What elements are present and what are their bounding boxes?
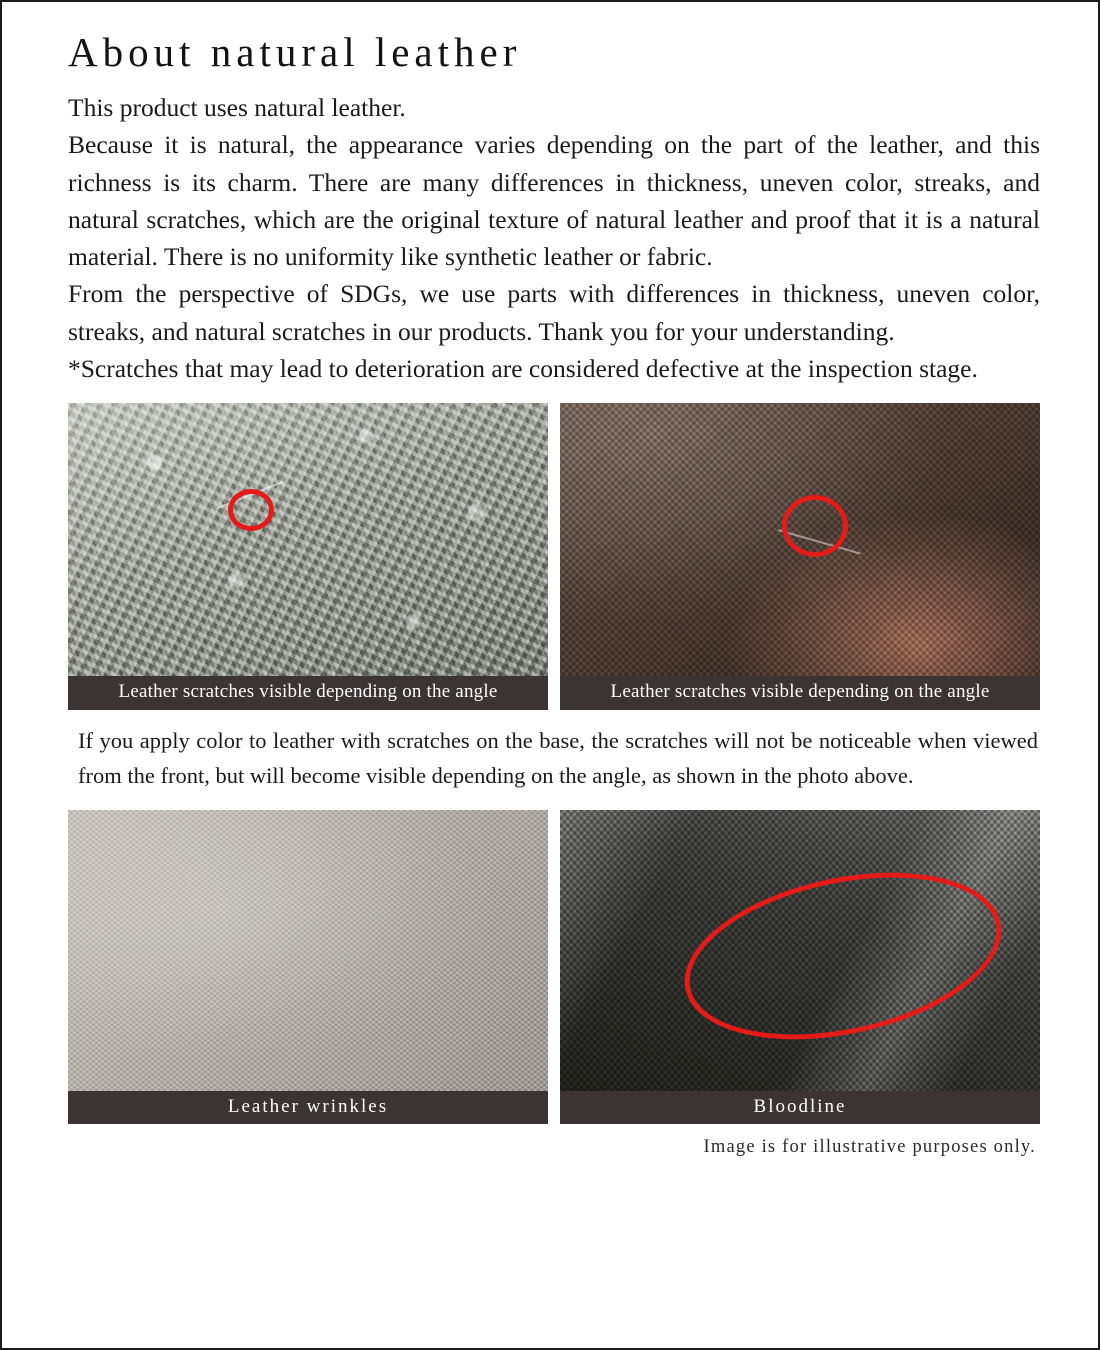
figure-caption: Leather scratches visible depending on the angle	[68, 676, 548, 710]
figure-row-scratches	[68, 403, 1040, 710]
page-title: About natural leather	[68, 29, 522, 75]
leather-photo-brown	[560, 403, 1040, 676]
figure-wrinkles	[68, 810, 548, 1125]
paragraph-3: From the perspective of SDGs, we use parts with differences in thickness, uneven color, streaks, and natural scratches in our products. Thank you for your understanding.	[68, 279, 1040, 346]
red-circle-annotation	[228, 489, 274, 531]
red-circle-annotation	[782, 495, 848, 557]
middle-note: If you apply color to leather with scratches on the base, the scratches will not be noticeable when viewed from the front, but will become visible depending on the angle, as shown in the photo above.	[78, 727, 1038, 788]
leather-texture-image	[68, 810, 548, 1091]
leather-photo-dark-glossy	[560, 810, 1040, 1091]
footnote-disclaimer: Image is for illustrative purposes only.	[703, 1137, 1036, 1158]
paragraph-1: This product uses natural leather.	[68, 93, 406, 123]
figure-caption: Bloodline	[560, 1091, 1040, 1125]
leather-texture-image	[68, 403, 548, 676]
paragraph-2: Because it is natural, the appearance varies depending on the part of the leather, and this richness is its charm. There are many differences in thickness, uneven color, streaks, and natural scratches, which are the original texture of natural leather and proof that it is a natural material. There is no uniformity like synthetic leather or fabric.	[68, 130, 1040, 272]
figure-scratch-left	[68, 403, 548, 710]
page-content	[2, 2, 1098, 1158]
figure-row-wrinkles-bloodline	[68, 810, 1040, 1125]
paragraph-4: *Scratches that may lead to deterioration are considered defective at the inspection stage.	[68, 353, 978, 383]
figure-caption: Leather scratches visible depending on the angle	[560, 676, 1040, 710]
leather-photo-rough-grey	[68, 403, 548, 676]
leather-photo-light-grey	[68, 810, 548, 1091]
figure-caption: Leather wrinkles	[68, 1091, 548, 1125]
figure-bloodline	[560, 810, 1040, 1125]
figure-scratch-right	[560, 403, 1040, 710]
intro-text-block	[68, 89, 1040, 387]
